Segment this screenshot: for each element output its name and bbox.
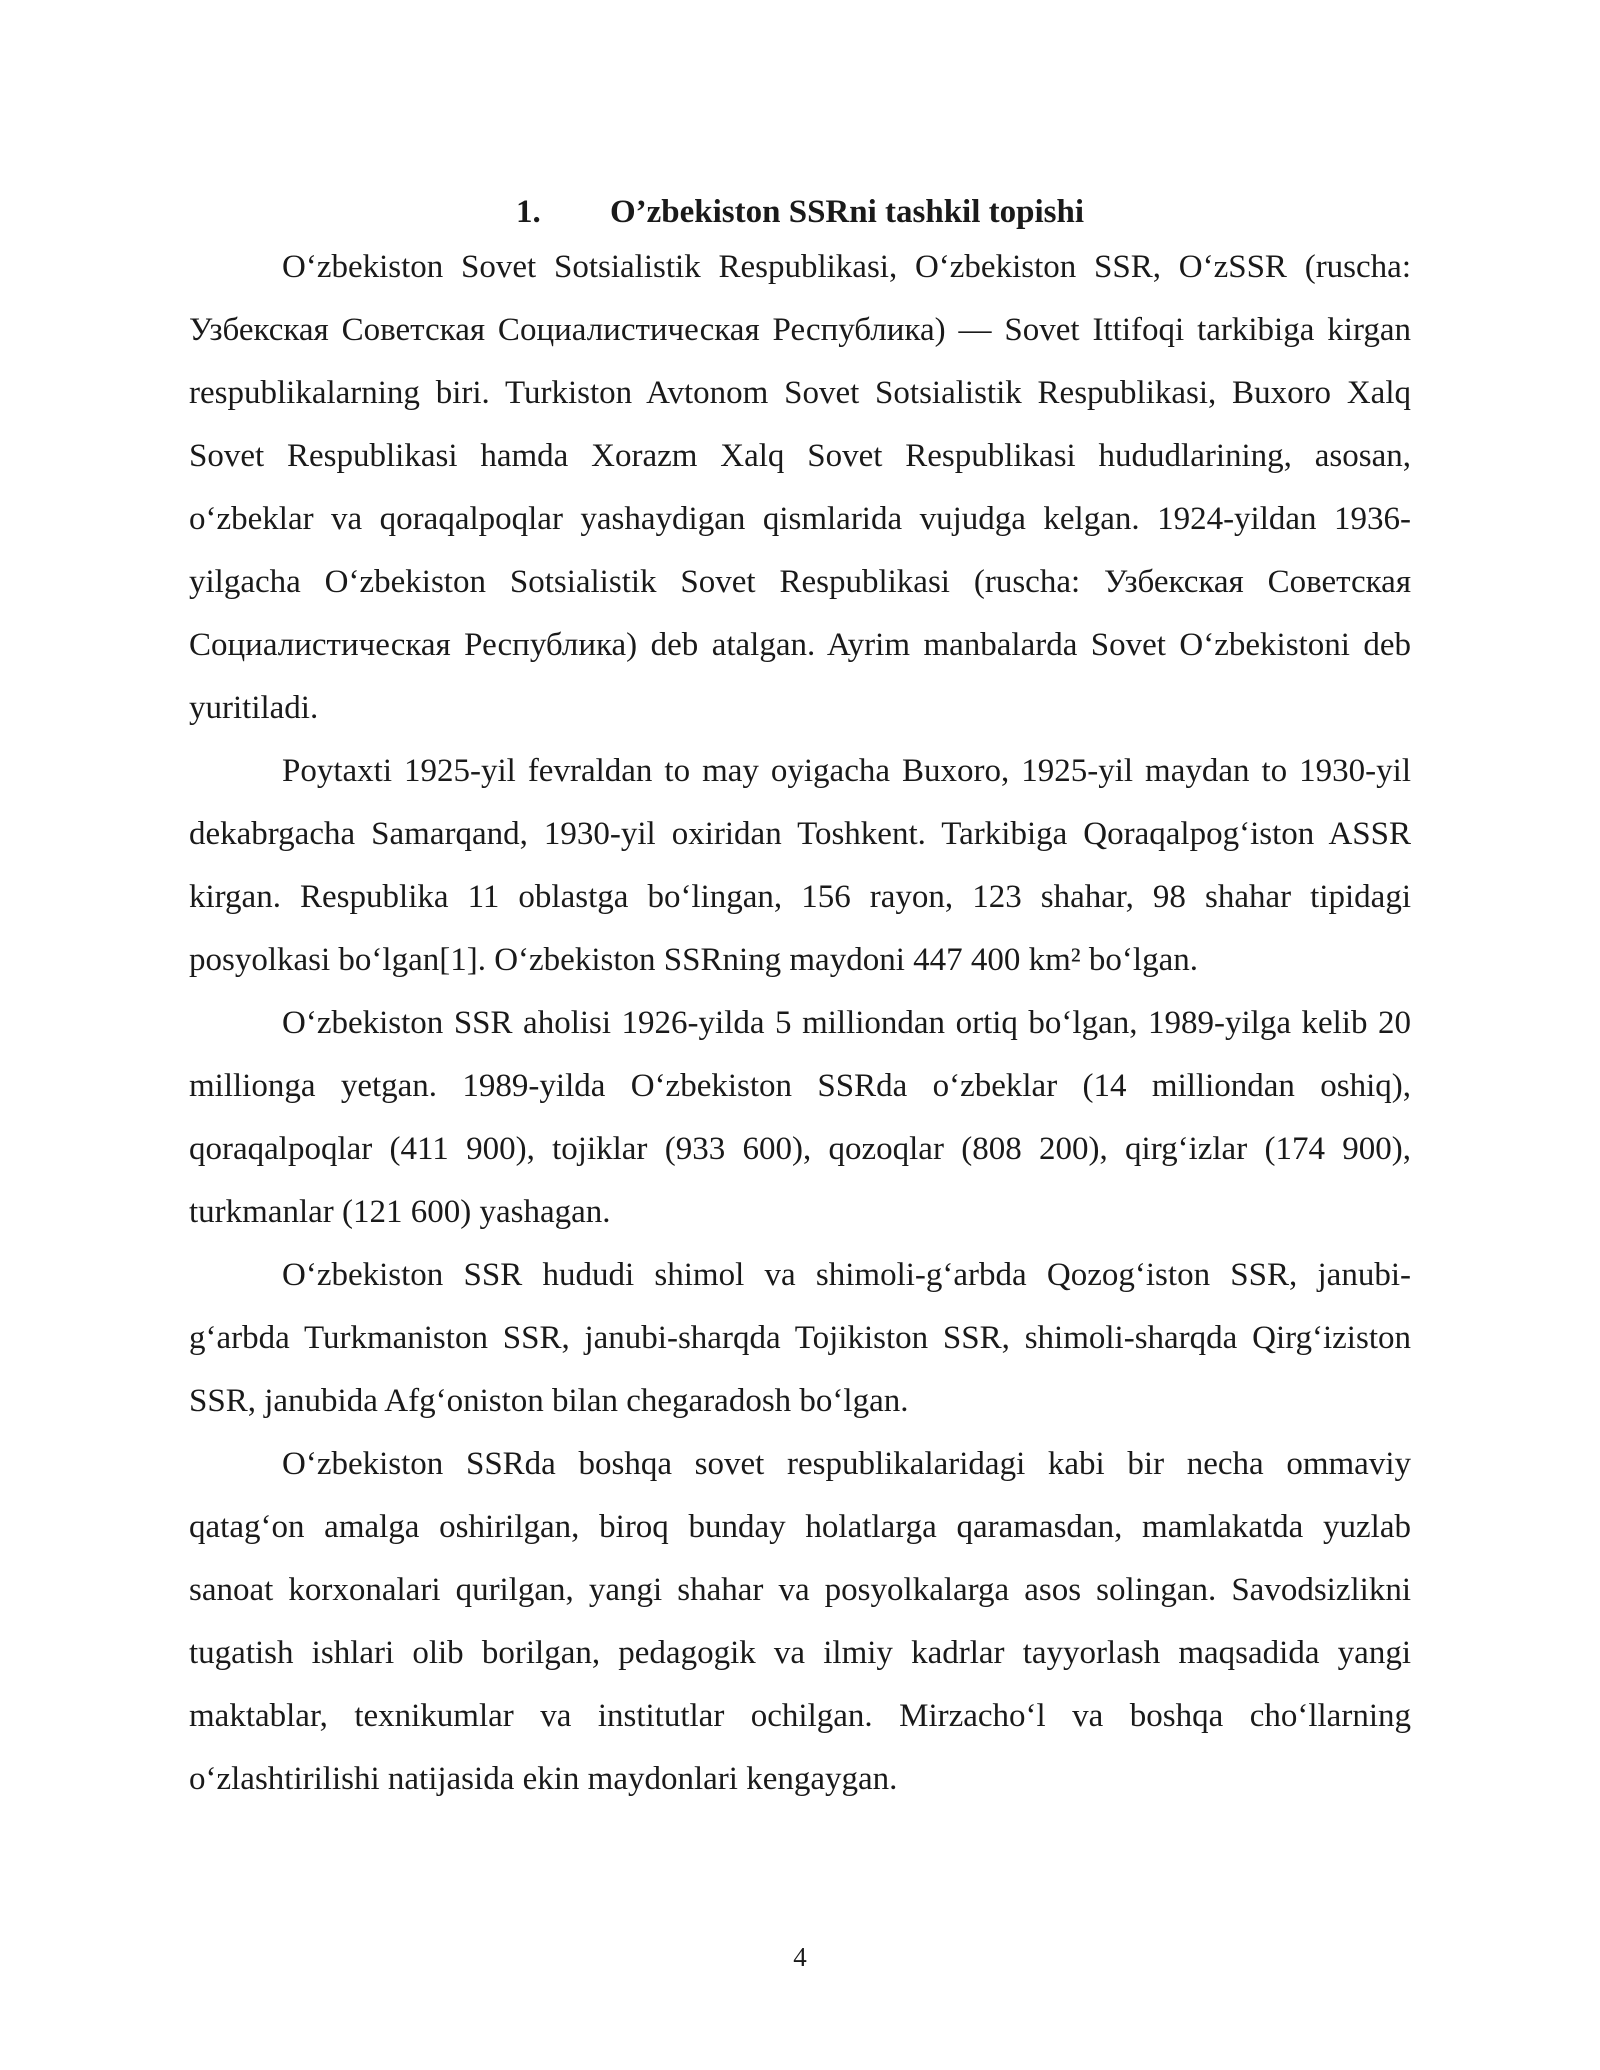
paragraph-2: Poytaxti 1925-yil fevraldan to may oyigacha Buxoro, 1925-yil maydan to 1930-yil dekabrgacha Samarqand, 1930-yil oxiridan Toshkent. Tarkibiga Qoraqalpog‘iston ASSR kirgan. Respublika 11 oblastga bo‘lingan, 156 rayon, 123 shahar, 98 shahar tipidagi posyolkasi bo‘lgan[1]. O‘zbekiston SSRning maydoni 447 400 km² bo‘lgan. xyxy=(189,753,1411,978)
section-heading xyxy=(189,188,1411,236)
page-number: 4 xyxy=(793,1942,807,1972)
paragraph-5: O‘zbekiston SSRda boshqa sovet respublikalaridagi kabi bir necha ommaviy qatag‘on amalga oshirilgan, biroq bunday holatlarga qaramasdan, mamlakatda yuzlab sanoat korxonalari qurilgan, yangi shahar va posyolkalarga asos solingan. Savodsizlikni tugatish ishlari olib borilgan, pedagogik va ilmiy kadrlar tayyorlash maqsadida yangi maktablar, texnikumlar va institutlar ochilgan. Mirzacho‘l va boshqa cho‘llarning o‘zlashtirilishi natijasida ekin maydonlari kengaygan. xyxy=(189,1446,1411,1797)
section-number: 1. xyxy=(515,194,541,230)
paragraph-4: O‘zbekiston SSR hududi shimol va shimoli-g‘arbda Qozog‘iston SSR, janubi-g‘arbda Turkmaniston SSR, janubi-sharqda Tojikiston SSR, shimoli-sharqda Qirg‘iziston SSR, janubida Afg‘oniston bilan chegaradosh bo‘lgan. xyxy=(189,1257,1411,1419)
section-title: O’zbekiston SSRni tashkil topishi xyxy=(609,194,1085,230)
page-content xyxy=(189,188,1411,1811)
paragraph-1: O‘zbekiston Sovet Sotsialistik Respublikasi, O‘zbekiston SSR, O‘zSSR (ruscha: Узбекская Советская Социалистическая Республика) — Sovet Ittifoqi tarkibiga kirgan respublikalarning biri. Turkiston Avtonom Sovet Sotsialistik Respublikasi, Buxoro Xalq Sovet Respublikasi hamda Xorazm Xalq Sovet Respublikasi hududlarining, asosan, o‘zbeklar va qoraqalpoqlar yashaydigan qismlarida vujudga kelgan. 1924-yildan 1936-yilgacha O‘zbekiston Sotsialistik Sovet Respublikasi (ruscha: Узбекская Советская Социалистическая Республика) deb atalgan. Ayrim manbalarda Sovet O‘zbekistoni deb yuritiladi. xyxy=(189,249,1411,726)
paragraph-3: O‘zbekiston SSR aholisi 1926-yilda 5 milliondan ortiq bo‘lgan, 1989-yilga kelib 20 millionga yetgan. 1989-yilda O‘zbekiston SSRda o‘zbeklar (14 milliondan oshiq), qoraqalpoqlar (411 900), tojiklar (933 600), qozoqlar (808 200), qirg‘izlar (174 900), turkmanlar (121 600) yashagan. xyxy=(189,1005,1411,1230)
